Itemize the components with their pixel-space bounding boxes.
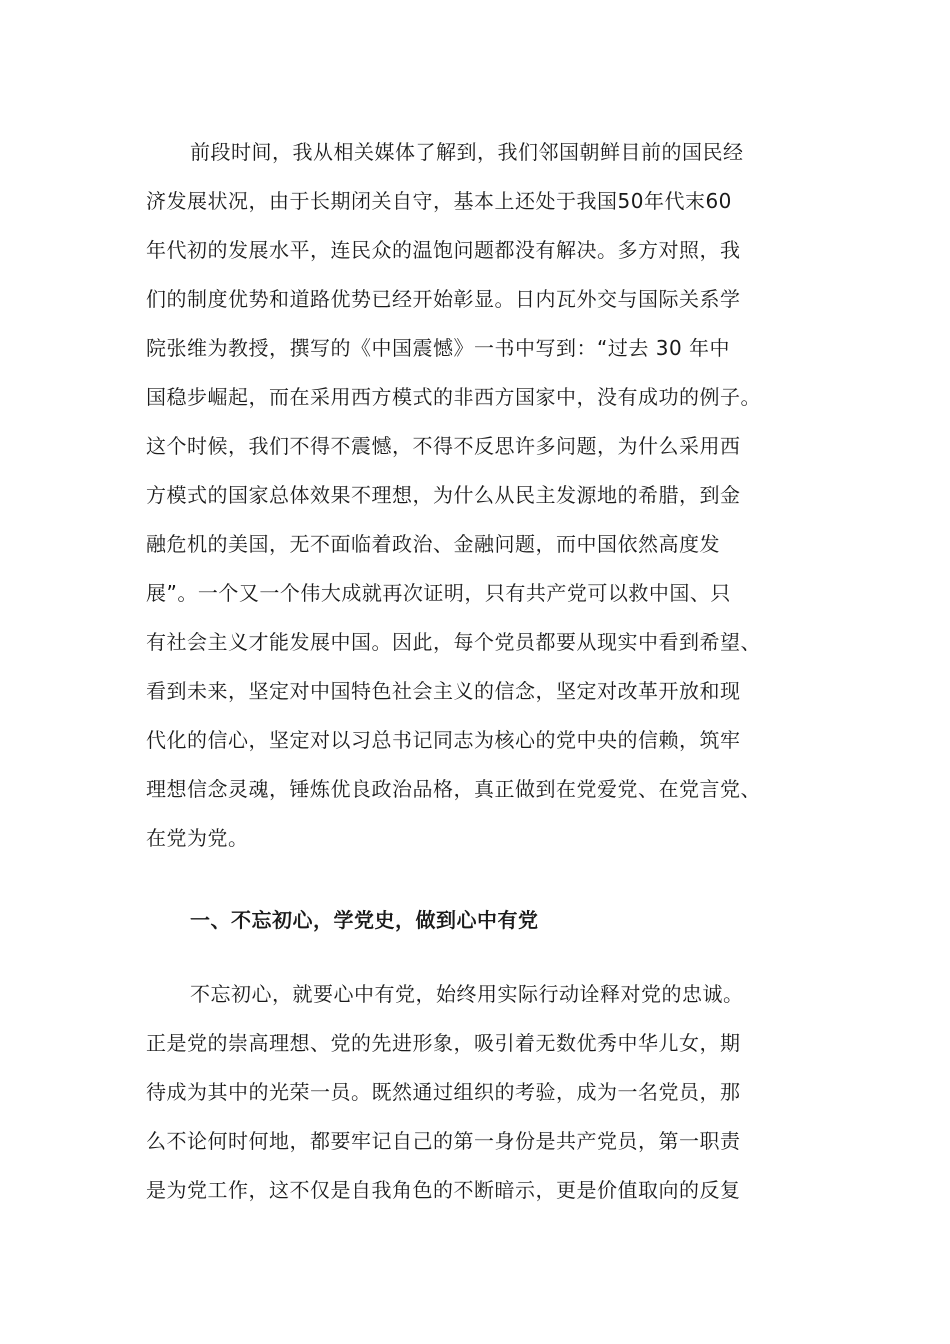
paragraph-1-line: 展”。一个又一个伟大成就再次证明，只有共产党可以救中国、只 <box>146 581 731 605</box>
paragraph-1-line: 理想信念灵魂，锤炼优良政治品格，真正做到在党爱党、在党言党、 <box>146 777 761 801</box>
paragraph-1-line: 们的制度优势和道路优势已经开始彰显。日内瓦外交与国际关系学 <box>146 287 741 311</box>
section-heading: 一、不忘初心，学党史，做到心中有党 <box>190 908 539 932</box>
paragraph-2-line: 正是党的崇高理想、党的先进形象，吸引着无数优秀中华儿女，期 <box>146 1031 741 1055</box>
paragraph-1-line: 在党为党。 <box>146 826 249 850</box>
paragraph-2-line: 么不论何时何地，都要牢记自己的第一身份是共产党员，第一职责 <box>146 1129 741 1153</box>
paragraph-1-line: 方模式的国家总体效果不理想，为什么从民主发源地的希腊，到金 <box>146 483 741 507</box>
paragraph-1-line: 有社会主义才能发展中国。因此，每个党员都要从现实中看到希望、 <box>146 630 761 654</box>
paragraph-1-line: 国稳步崛起，而在采用西方模式的非西方国家中，没有成功的例子。 <box>146 385 761 409</box>
paragraph-2-line: 是为党工作，这不仅是自我角色的不断暗示，更是价值取向的反复 <box>146 1178 741 1202</box>
paragraph-1-line: 看到未来，坚定对中国特色社会主义的信念，坚定对改革开放和现 <box>146 679 741 703</box>
paragraph-1-line: 融危机的美国，无不面临着政治、金融问题，而中国依然高度发 <box>146 532 720 556</box>
paragraph-1-line: 济发展状况，由于长期闭关自守，基本上还处于我国50年代末60 <box>146 189 732 213</box>
paragraph-1-line: 这个时候，我们不得不震憾，不得不反思许多问题，为什么采用西 <box>146 434 741 458</box>
paragraph-1-line: 院张维为教授，撰写的《中国震憾》一书中写到：“过去 30 年中 <box>146 336 731 360</box>
paragraph-2-line: 待成为其中的光荣一员。既然通过组织的考验，成为一名党员，那 <box>146 1080 741 1104</box>
paragraph-2-line: 不忘初心，就要心中有党，始终用实际行动诠释对党的忠诚。 <box>190 982 744 1006</box>
paragraph-1-line: 前段时间，我从相关媒体了解到，我们邻国朝鲜目前的国民经 <box>190 140 744 164</box>
paragraph-1-line: 年代初的发展水平，连民众的温饱问题都没有解决。多方对照，我 <box>146 238 741 262</box>
paragraph-1-line: 代化的信心，坚定对以习总书记同志为核心的党中央的信赖，筑牢 <box>146 728 741 752</box>
